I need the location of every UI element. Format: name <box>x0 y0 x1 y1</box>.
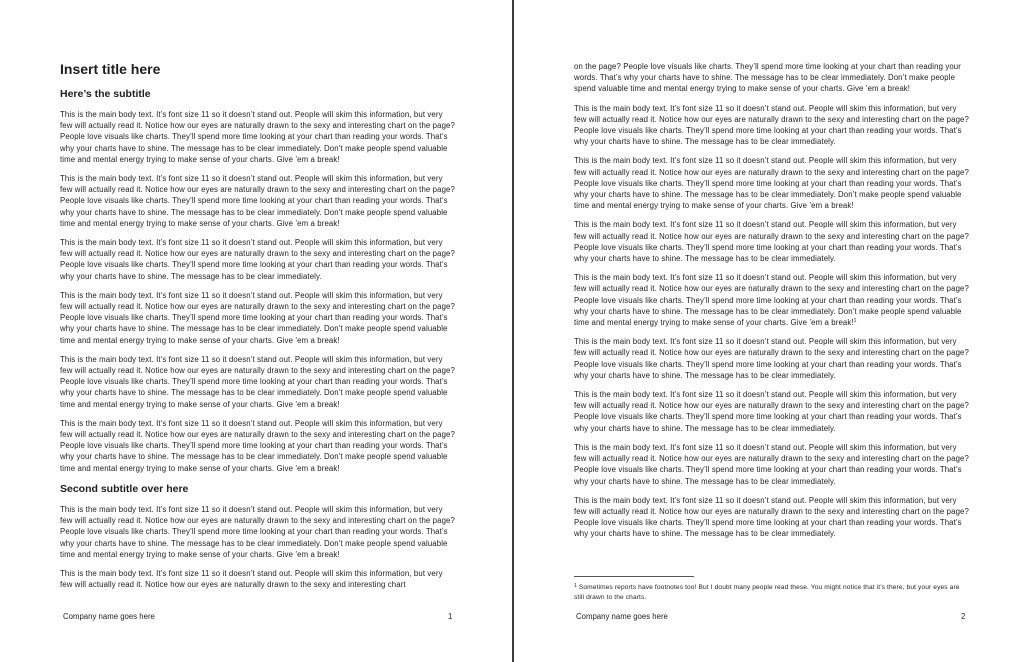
body-paragraph: This is the main body text. It’s font size 11 so it doesn’t stand out. People will skim this information, but very few will actually read it. Notice how our eyes are naturally drawn to the sexy and interesting chart on the page? People love visuals like charts. They’ll spend more time looking at your chart than reading your words. That’s why your charts have to shine. The message has to be clear immediately. Don’t make people spend valuable time and mental energy trying to make sense of your charts. Give ’em a break! <box>60 418 455 473</box>
page-title: Insert title here <box>60 61 161 77</box>
page-2-content <box>574 61 970 548</box>
body-paragraph: This is the main body text. It’s font size 11 so it doesn’t stand out. People will skim this information, but very few will actually read it. Notice how our eyes are naturally drawn to the sexy and interesting chart on the page? People love visuals like charts. They’ll spend more time looking at your chart than reading your words. That’s why your charts have to shine. The message has to be clear immediately. Don’t make people spend valuable time and mental energy trying to make sense of your charts. Give ’em a break! <box>574 156 969 211</box>
body-paragraph: This is the main body text. It’s font size 11 so it doesn’t stand out. People will skim this information, but very few will actually read it. Notice how our eyes are naturally drawn to the sexy and interesting chart on the page? People love visuals like charts. They’ll spend more time looking at your chart than reading your words. That’s why your charts have to shine. The message has to be clear immediately. Don’t make people spend valuable time and mental energy trying to make sense of your charts. Give ’em a break! <box>60 290 455 345</box>
footnote-reference[interactable]: 1 <box>853 318 857 325</box>
footnote-separator <box>574 576 694 577</box>
body-paragraph: This is the main body text. It’s font size 11 so it doesn’t stand out. People will skim this information, but very few will actually read it. Notice how our eyes are naturally drawn to the sexy and interesting chart on the page? People love visuals like charts. They’ll spend more time looking at your chart than reading your words. That’s why your charts have to shine. The message has to be clear immediately. Don’t make people spend valuable time and mental energy trying to make sense of your charts. Give ’em a break! <box>60 174 455 228</box>
page-number: 2 <box>961 612 966 621</box>
body-paragraph: This is the main body text. It’s font size 11 so it doesn’t stand out. People will skim this information, but very few will actually read it. Notice how our eyes are naturally drawn to the sexy and interesting chart on the page? People love visuals like charts. They’ll spend more time looking at your chart than reading your words. That’s why your charts have to shine. The message has to be clear immediately. <box>574 337 969 380</box>
subtitle: Here’s the subtitle <box>60 88 151 100</box>
body-paragraph-text: This is the main body text. It’s font size 11 so it doesn’t stand out. People will skim this information, but very few will actually read it. Notice how our eyes are naturally drawn to the sexy and interesting chart on the page? People love visuals like charts. They’ll spend more time looking at your chart than reading your words. That’s why your charts have to shine. The message has to be clear immediately. Don’t make people spend valuable time and mental energy trying to make sense of your charts. Give ’em a break! <box>574 273 969 328</box>
body-paragraph: This is the main body text. It’s font size 11 so it doesn’t stand out. People will skim this information, but very few will actually read it. Notice how our eyes are naturally drawn to the sexy and interesting chart on the page? People love visuals like charts. They’ll spend more time looking at your chart than reading your words. That’s why your charts have to shine. The message has to be clear immediately. <box>60 238 455 281</box>
body-paragraph: This is the main body text. It’s font size 11 so it doesn’t stand out. People will skim this information, but very few will actually read it. Notice how our eyes are naturally drawn to the sexy and interesting chart on the page? People love visuals like charts. They’ll spend more time looking at your chart than reading your words. That’s why your charts have to shine. The message has to be clear immediately. <box>574 495 969 539</box>
page-number: 1 <box>448 612 453 621</box>
body-paragraph-with-footnote <box>574 272 970 328</box>
body-paragraph: This is the main body text. It’s font size 11 so it doesn’t stand out. People will skim this information, but very few will actually read it. Notice how our eyes are naturally drawn to the sexy and interesting chart on the page? People love visuals like charts. They’ll spend more time looking at your chart than reading your words. That’s why your charts have to shine. The message has to be clear immediately. <box>574 390 969 433</box>
footnote-text: Sometimes reports have footnotes too! But I doubt many people read these. You might notice that it’s there, but your eyes are still drawn to the charts. <box>574 584 960 601</box>
body-paragraph: This is the main body text. It’s font size 11 so it doesn’t stand out. People will skim this information, but very few will actually read it. Notice how our eyes are naturally drawn to the sexy and interesting chart on the page? People love visuals like charts. They’ll spend more time looking at your chart than reading your words. That’s why your charts have to shine. The message has to be clear immediately. <box>574 103 969 147</box>
footnote <box>574 583 970 602</box>
body-paragraph: This is the main body text. It’s font size 11 so it doesn’t stand out. People will skim this information, but very few will actually read it. Notice how our eyes are naturally drawn to the sexy and interesting chart on the page? People love visuals like charts. They’ll spend more time looking at your chart than reading your words. That’s why your charts have to shine. The message has to be clear immediately. Don’t make people spend valuable time and mental energy trying to make sense of your charts. Give ’em a break! <box>60 504 455 559</box>
body-paragraph: This is the main body text. It’s font size 11 so it doesn’t stand out. People will skim this information, but very few will actually read it. Notice how our eyes are naturally drawn to the sexy and interesting chart <box>60 568 443 590</box>
body-paragraph: This is the main body text. It’s font size 11 so it doesn’t stand out. People will skim this information, but very few will actually read it. Notice how our eyes are naturally drawn to the sexy and interesting chart on the page? People love visuals like charts. They’ll spend more time looking at your chart than reading your words. That’s why your charts have to shine. The message has to be clear immediately. <box>574 220 969 264</box>
second-subtitle: Second subtitle over here <box>60 482 189 495</box>
page-footer: Company name goes here <box>576 612 668 621</box>
document-page-2 <box>514 0 1024 662</box>
body-paragraph: This is the main body text. It’s font size 11 so it doesn’t stand out. People will skim this information, but very few will actually read it. Notice how our eyes are naturally drawn to the sexy and interesting chart on the page? People love visuals like charts. They’ll spend more time looking at your chart than reading your words. That’s why your charts have to shine. The message has to be clear immediately. <box>574 442 969 486</box>
body-paragraph: This is the main body text. It’s font size 11 so it doesn’t stand out. People will skim this information, but very few will actually read it. Notice how our eyes are naturally drawn to the sexy and interesting chart on the page? People love visuals like charts. They’ll spend more time looking at your chart than reading your words. That’s why your charts have to shine. The message has to be clear immediately. Don’t make people spend valuable time and mental energy trying to make sense of your charts. Give ’em a break! <box>60 110 455 164</box>
footnote-number: 1 <box>574 583 577 589</box>
body-paragraph: on the page? People love visuals like charts. They’ll spend more time looking at your chart than reading your words. That’s why your charts have to shine. The message has to be clear immediately. Don’t make people spend valuable time and mental energy trying to make sense of your charts. Give ’em a break! <box>574 62 961 94</box>
page-footer: Company name goes here <box>63 612 155 621</box>
page-1-content <box>60 60 456 598</box>
body-paragraph: This is the main body text. It’s font size 11 so it doesn’t stand out. People will skim this information, but very few will actually read it. Notice how our eyes are naturally drawn to the sexy and interesting chart on the page? People love visuals like charts. They’ll spend more time looking at your chart than reading your words. That’s why your charts have to shine. The message has to be clear immediately. Don’t make people spend valuable time and mental energy trying to make sense of your charts. Give ’em a break! <box>60 354 455 409</box>
